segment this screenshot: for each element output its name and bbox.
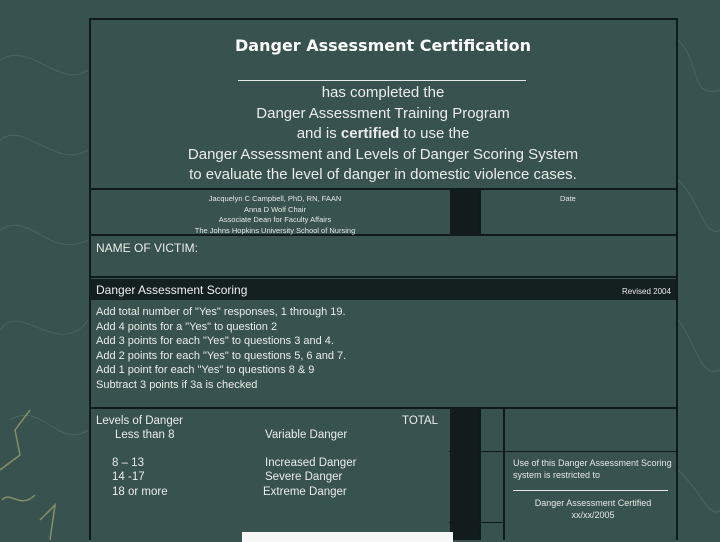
total-column-bottom — [449, 522, 505, 523]
level-range-1: Less than 8 — [115, 429, 175, 441]
certified-label: Danger Assessment Certified — [534, 498, 652, 508]
signatory-block — [150, 194, 400, 236]
instruction-item: Add 4 points for a "Yes" to question 2 — [96, 320, 278, 333]
certified-name-line — [513, 490, 668, 491]
frame-right — [676, 18, 678, 540]
signatory-chair: Anna D Wolf Chair — [244, 204, 306, 214]
total-label: TOTAL — [402, 415, 438, 427]
total-column-line-b — [503, 408, 505, 540]
recipient-name-line — [238, 80, 526, 81]
certificate-line-3-suffix: to use the — [403, 125, 470, 142]
signatory-name: Jacquelyn C Campbell, PhD, RN, FAAN — [208, 194, 342, 203]
scoring-instructions — [96, 305, 346, 392]
level-name-3: Severe Danger — [265, 471, 343, 483]
certificate-line-5: to evaluate the level of danger in domestic violence cases. — [189, 166, 577, 183]
total-column-strip — [450, 408, 480, 540]
instruction-item: Add 3 points for each "Yes" to questions 3 and 4. — [96, 335, 334, 347]
certificate-line-3 — [90, 124, 676, 145]
level-name-2: Increased Danger — [265, 457, 357, 469]
victim-divider — [89, 276, 678, 278]
certificate-line-2: Danger Assessment Training Program — [256, 104, 510, 122]
certificate-title: Danger Assessment Certification — [235, 36, 531, 55]
certificate-line-4: Danger Assessment and Levels of Danger Scoring System — [187, 145, 579, 163]
victim-name-label: NAME OF VICTIM: — [96, 241, 198, 255]
certified-date: xx/xx/2005 — [571, 510, 615, 520]
level-range-4: 18 or more — [112, 486, 168, 498]
date-label: Date — [560, 194, 576, 203]
instructions-divider — [89, 407, 678, 409]
date-column-line — [479, 190, 481, 236]
level-range-2: 8 – 13 — [112, 457, 144, 469]
instruction-item: Add 2 points for each "Yes" to questions 5, 6 and 7. — [96, 349, 347, 362]
level-name-1: Variable Danger — [265, 429, 348, 441]
certified-word: certified — [340, 125, 400, 142]
level-range-3: 14 -17 — [112, 471, 145, 483]
total-column-line-a — [479, 408, 481, 540]
signatory-role: Associate Dean for Faculty Affairs — [218, 215, 332, 224]
certificate-body — [90, 83, 676, 186]
restriction-note: Use of this Danger Assessment Scoring system is restricted to — [513, 458, 672, 480]
certification-block — [513, 497, 673, 521]
signatory-school: The Johns Hopkins University School of Nursing — [194, 225, 356, 235]
frame-top — [89, 18, 678, 20]
date-column-strip — [450, 190, 480, 236]
bottom-white-box — [242, 532, 453, 542]
levels-header: Levels of Danger — [96, 415, 183, 427]
instruction-item: Subtract 3 points if 3a is checked — [96, 378, 258, 391]
certificate-line-3-prefix: and is — [296, 125, 341, 142]
level-name-4: Extreme Danger — [263, 486, 347, 498]
revised-label: Revised 2004 — [622, 287, 671, 296]
instruction-item: Add total number of "Yes" responses, 1 through 19. — [96, 306, 346, 318]
scoring-title: Danger Assessment Scoring — [96, 283, 248, 297]
levels-divider — [449, 451, 678, 452]
instruction-item: Add 1 point for each "Yes" to questions 8 & 9 — [96, 364, 315, 376]
cert-divider — [89, 188, 678, 190]
certificate-line-1: has completed the — [321, 84, 445, 101]
